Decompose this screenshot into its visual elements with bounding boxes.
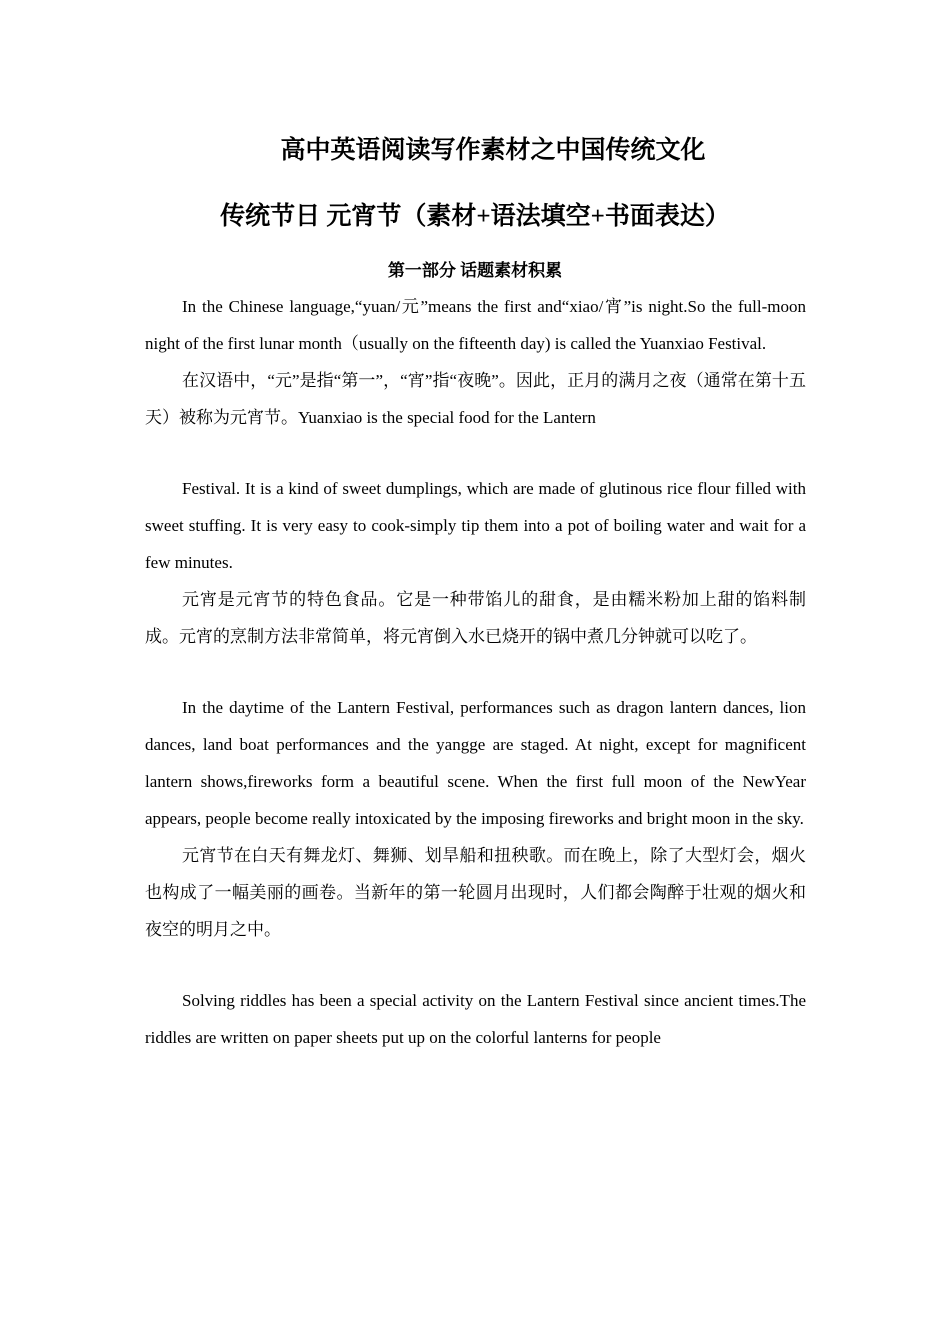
sub-title: 传统节日 元宵节（素材+语法填空+书面表达）: [220, 203, 730, 230]
main-title: 高中英语阅读写作素材之中国传统文化: [280, 137, 706, 164]
paragraph-zh-performances: 元宵节在白天有舞龙灯、舞狮、划旱船和扭秧歌。而在晚上，除了大型灯会，烟火也构成了一幅美丽的画卷。当新年的第一轮圆月出现时，人们都会陶醉于壮观的烟火和夜空的明月之中。: [145, 846, 806, 939]
paragraph-zh-intro: 在汉语中，“元”是指“第一”，“宵”指“夜晚”。因此，正月的满月之夜（通常在第十五天）被称为元宵节。Yuanxiao is the special food for the Lantern: [145, 371, 806, 427]
paragraph-zh-food: 元宵是元宵节的特色食品。它是一种带馅儿的甜食，是由糯米粉加上甜的馅料制成。元宵的烹制方法非常简单，将元宵倒入水已烧开的锅中煮几分钟就可以吃了。: [145, 590, 806, 646]
paragraph-gap: [145, 655, 806, 689]
paragraph-en-riddles: Solving riddles has been a special activity on the Lantern Festival since ancient times.The riddles are written on paper sheets put up on the colorful lanterns for people: [145, 991, 806, 1047]
document-body: [145, 288, 806, 1056]
section-title: 第一部分 话题素材积累: [387, 261, 563, 280]
paragraph-gap: [145, 948, 806, 982]
paragraph-en-performances: In the daytime of the Lantern Festival, performances such as dragon lantern dances, lion dances, land boat performances and the yangge are staged. At night, except for magnificent lantern shows,fireworks form a beautiful scene. When the first full moon of the NewYear appears, people become really intoxicated by the imposing fireworks and bright moon in the sky.: [145, 698, 806, 828]
paragraph-en-food: Festival. It is a kind of sweet dumplings, which are made of glutinous rice flour filled with sweet stuffing. It is very easy to cook-simply tip them into a pot of boiling water and wait for a few minutes.: [145, 479, 806, 572]
paragraph-gap: [145, 436, 806, 470]
paragraph-en-intro: In the Chinese language,“yuan/元”means the first and“xiao/宵”is night.So the full-moon night of the first lunar month（usually on the fifteenth day) is called the Yuanxiao Festival.: [145, 297, 806, 353]
